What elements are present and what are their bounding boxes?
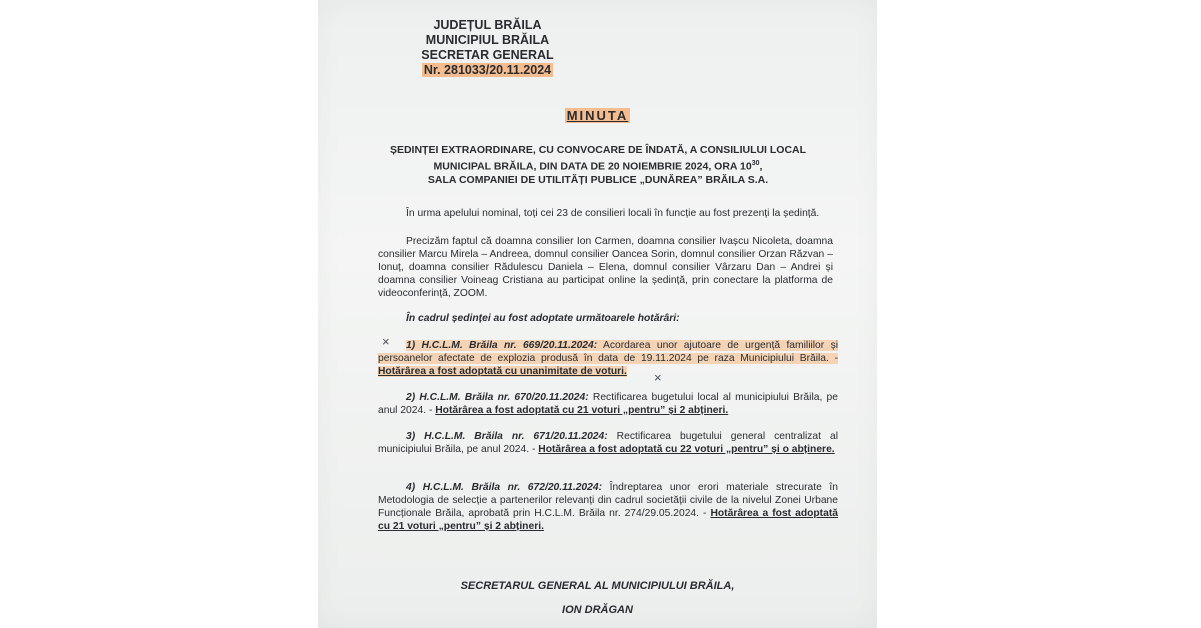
decision-ref: 2) H.C.L.M. Brăila nr. 670/20.11.2024: — [406, 392, 589, 403]
subtitle-line-2-text: MUNICIPAL BRĂILA, DIN DATA DE 20 NOIEMBRIE 2024, ORA 10 — [433, 160, 752, 173]
decision-ref: 3) H.C.L.M. Brăila nr. 671/20.11.2024: — [406, 431, 608, 442]
document-title-wrap — [318, 108, 877, 123]
document-header — [410, 18, 565, 78]
decision-item-4 — [378, 481, 838, 533]
decision-result: Hotărârea a fost adoptată cu 22 voturi „pentru” și o abținere. — [538, 444, 835, 455]
document-title: MINUTA — [566, 108, 629, 123]
subtitle-line-1: ȘEDINȚEI EXTRAORDINARE, CU CONVOCARE DE ÎNDATĂ, A CONSILIULUI LOCAL — [389, 144, 807, 156]
decision-ref: 4) H.C.L.M. Brăila nr. 672/20.11.2024: — [406, 482, 603, 493]
registration-number: Nr. 281033/20.11.2024 — [423, 63, 552, 77]
subtitle-line-3: SALA COMPANIEI DE UTILITĂȚI PUBLICE „DUNĂREA” BRĂILA S.A. — [427, 173, 769, 186]
decision-text: Îndreptarea unor erori materiale strecurate în Metodologia de selecție a partenerilor relevanți din cadrul societății civile de la nivelul Zonei Urbane Funcționale Brăila, aprobată prin H.C.L.M. Brăila nr. 274/29.05.2024. - — [378, 482, 838, 519]
department-line: SECRETAR GENERAL — [421, 48, 554, 62]
document-page — [318, 0, 877, 628]
subtitle-line-2 — [358, 157, 838, 174]
county-line: JUDEȚUL BRĂILA — [433, 18, 542, 32]
attendance-paragraph: În urma apelului nominal, toți cei 23 de consilieri locali în funcție au fost prezenți la ședință. — [406, 208, 820, 219]
hour-minutes-sup: 30 — [751, 160, 760, 167]
decision-result: Hotărârea a fost adoptată cu 21 voturi „pentru” și 2 abțineri. — [435, 405, 729, 416]
decisions-intro: În cadrul ședinței au fost adoptate următoarele hotărâri: — [406, 313, 680, 324]
decision-ref: 1) H.C.L.M. Brăila nr. 669/20.11.2024: — [406, 340, 598, 351]
municipality-line: MUNICIPIUL BRĂILA — [425, 33, 550, 47]
pen-mark-x-icon: × — [654, 370, 662, 385]
decision-text: Rectificarea bugetului local al municipiului Brăila, pe anul 2024. - — [378, 392, 838, 416]
subtitle-line-2-end: , — [759, 160, 763, 173]
decision-item-1 — [378, 339, 838, 378]
decision-item-3 — [378, 430, 838, 456]
signatory-name: ION DRĂGAN — [562, 604, 633, 616]
signatory-title: SECRETARUL GENERAL AL MUNICIPIULUI BRĂILA, — [460, 580, 735, 592]
decision-text: Rectificarea bugetului general centralizat al municipiului Brăila, pe anul 2024. - — [378, 431, 839, 455]
document-subtitle — [358, 144, 838, 187]
decision-text: Acordarea unor ajutoare de urgență familiilor și persoanelor afectate de explozia produsă în data de 19.11.2024 pe raza Municipiului Brăila. - — [378, 340, 838, 364]
pen-mark-x-icon: × — [382, 334, 390, 349]
decision-result: Hotărârea a fost adoptată cu unanimitate de voturi. — [378, 366, 627, 377]
online-participation-paragraph: Precizăm faptul că doamna consilier Ion Carmen, doamna consilier Ivașcu Nicoleta, doamna consilier Marcu Mirela – Andreea, domnul consilier Oancea Sorin, domnul consilier Orzan Răzvan – Ionuț, doamna consilier Rădulescu Daniela – Elena, domnul consilier Vârzaru Dan – Andrei și doamna consilier Voineag Cristiana au participat online la ședință, prin conectare la platforma de videoconferință, ZOOM. — [378, 236, 833, 299]
decision-result: Hotărârea a fost adoptată cu 21 voturi „pentru” și 2 abțineri. — [378, 508, 838, 532]
decision-item-2 — [378, 391, 838, 417]
